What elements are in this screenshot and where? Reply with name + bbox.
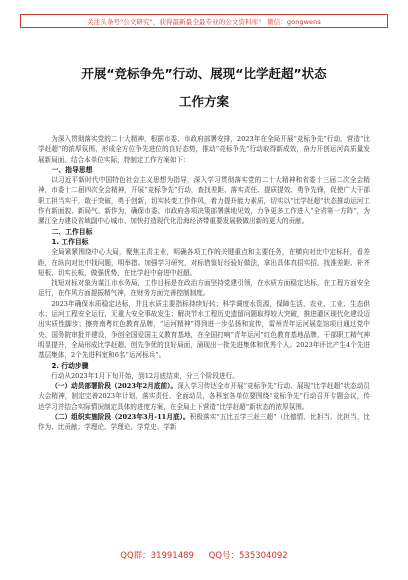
footer-qq-group: QQ群：31991489 — [120, 551, 194, 561]
document-title: 开展“竞标争先”行动、展现“比学赶超”状态 — [81, 66, 327, 81]
stage-1-label: （一）动员部署阶段（2023年2月底前）。 — [51, 382, 178, 391]
section-heading-guiding-ideology: 一、指导思想 — [51, 165, 93, 174]
stage-2-paragraph — [38, 412, 370, 433]
footer-contact — [0, 549, 408, 561]
document-subtitle: 工作方案 — [178, 94, 229, 109]
guiding-ideology-paragraph: 以习近平新时代中国特色社会主义思想为指导，深入学习贯彻落实党的二十大精神和省委十三届二次全会精神，市委十二届四次全会精神，开展“竞标争先”行动，查找差距、落实责任、提质提效、勇争先锋，促使广大干部职工担当实干，敢于突破，勇于创新，切实转变工作作风，着力提升能力素质，切实以“比学赶超”状态推动运河工作有新面貌、新局气、新作为，确保市委、市政府各项决策部署落地见效，力争更多工作进入“全省第一方阵”，为漯江全力建设省域副中心城市、加快打造现代化沿海经济带重要发展极做出新的更大的贡献。 — [38, 176, 370, 226]
stage-1-text: 深入学习传达全市开展“竞标争先”行动、展现“比学赶超”状态动员大会精神，制定完善2023年计划，落实责任、全面动员，各科室各单位要围绕“竞标争先”行动召开专题会议，传达学习并结合实际情况制定具体的进度方案，在全局上下营造“比学赶超”新状态的浓厚氛围。 — [38, 382, 371, 411]
work-goals-paragraph-1: 全局紧紧围绕中心大局，聚焦主责主业，明确各项工作的关键重点和主要任务，在横向对比中定标杆，看差距，在纵向对比中找问题，明举措。加强学习研究，对标借鉴好经验好做法，拿出具体真招实招，找准差距、补齐短板、切实长板，做强优势，在比学赶中奋进中赶超。 — [38, 248, 370, 277]
footer-qq-number: QQ号：535304092 — [208, 551, 288, 561]
document-body — [38, 134, 370, 433]
stage-1-paragraph — [38, 381, 370, 412]
work-goals-paragraph-2: 找短对标对象为谋江市水务局，工作目标是在政治方面坚持党建引领，在水质方面稳定达标，在工程方面安全运行，在作风方面提振精气神，在财务方面完善控制制度。 — [38, 279, 370, 298]
section-heading-work-goals: 二、工作目标 — [51, 227, 93, 236]
stage-2-label: （二）组织实施阶段（2023年3月-11月底）。 — [51, 413, 190, 422]
promo-banner — [20, 14, 388, 28]
action-steps-paragraph: 行动从2023年1月下旬开始，到12月底结束，分三个阶段进行。 — [51, 371, 239, 380]
stage-2-text: 积极落实“五比五学三赶三超”（比德情、比担当、比担当、比作为、比贡献；学理论、学理论、学党史、学新 — [38, 413, 370, 432]
intro-paragraph: 为深入贯彻落实党的二十大精神，根据市委、市政府部署安排，2023年在全局开展“竞标争先”行动，营造“比学赶超”的浓厚氛围，形成全方位争先进位的良好态势，推动“竞标争先”行动取得新成效，奋力开创运河高质量发展新局面。结合本单位实际，特制定工作方案如下： — [38, 135, 370, 164]
work-goals-paragraph-3: 2023年确保水质稳定达标，并且水质主要指标持续好转；科学调度水资源，保障生活、农业、工业、生态供水；运河工程安全运行，无重大安全事故发生；解决节水工程历史遗留问题取得较大突破，推进灌区现代化建设迈出实质性脚步；擦亮南粤红色教育品牌，“运河精神”得到进一步弘扬和宣传，雷州青年运河展览馆项目通过党中央、国务院审批并建设，争创全国爱国主义教育基地，在全国打响“青年运河”红色教育基地品牌，干部职工精气神明显提升，全局形成比学赶超、创先争优的良好局面，涌现出一批先进集体和优秀个人。2023年评比产生4个先进基层集体，2个先进科室和6名“运河标兵”。 — [38, 299, 370, 360]
subsection-heading-work-goals: 1. 工作目标 — [51, 237, 89, 246]
subsection-heading-action-steps: 2. 行动步骤 — [51, 361, 89, 370]
promo-banner-text: 关注头条号"公文研究"，获得最新最全最专业的公文资料库！ 微信：gongwens — [87, 17, 321, 26]
